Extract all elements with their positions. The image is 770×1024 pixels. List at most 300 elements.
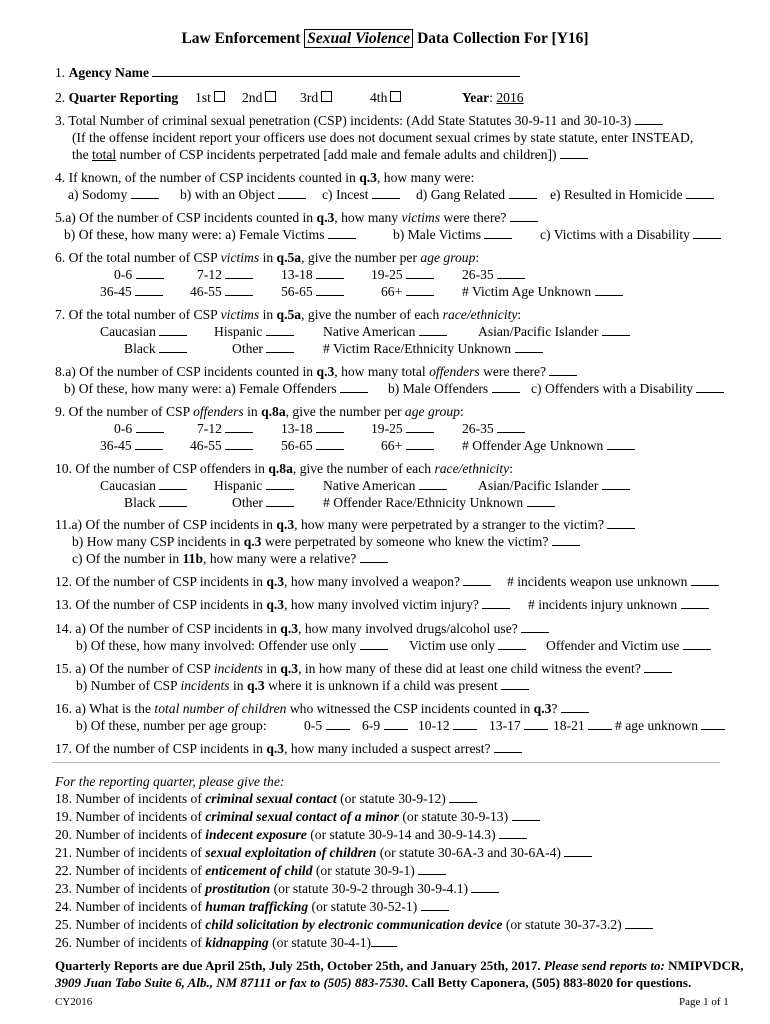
q12-unknown-field[interactable] [691,573,719,586]
item-statute: (or statute 30-9-12) [340,791,446,806]
q8-text-b: , how many total [334,364,426,379]
age-label: 6-9 [362,718,381,733]
q11-line1 [55,516,635,533]
q9-text: 9. Of the number of CSP [55,404,190,419]
q10-caucasian [100,477,187,494]
age-field[interactable] [524,717,548,730]
title-prefix: Law Enforcement [181,30,301,47]
q4-d [416,186,537,203]
q3-text-2: (If the offense incident report your officers use does not document sexual crimes by state statute, enter INSTEAD, [72,130,694,145]
age-field[interactable] [225,437,253,450]
race-field[interactable] [266,477,294,490]
q13-field[interactable] [482,596,510,609]
race-label: # Offender Race/Ethnicity Unknown [323,495,524,510]
q8-disability [531,380,724,397]
q5-disability-label: c) Victims with a Disability [540,227,690,242]
checkbox[interactable] [265,91,276,102]
q4-incest-label: c) Incest [322,187,369,202]
item-25 [55,916,653,933]
footer-contact: . Call Betty Caponera, (505) 883-8020 for questions. [404,975,692,990]
q8-disability-field[interactable] [696,380,724,393]
race-field[interactable] [515,340,543,353]
q7-other [232,340,294,357]
age-field[interactable] [497,266,525,279]
q14-victim [409,637,526,654]
q4-object-field[interactable] [278,186,306,199]
race-label: # Victim Race/Ethnicity Unknown [323,341,512,356]
q11c-text: c) Of the number in [72,551,180,566]
race-label: Black [124,341,156,356]
q9-age-56-65 [281,437,344,454]
race-field[interactable] [159,340,187,353]
age-field[interactable] [225,420,253,433]
q7-ref: q.5a [276,307,302,322]
quarter-3rd[interactable] [300,89,332,106]
q9-text-c: , give the number per [285,404,402,419]
q7-race: race/ethnicity [442,307,518,322]
q10-ref: q.8a [268,461,293,476]
q14-text-b: , how many involved drugs/alcohol use? [298,621,518,636]
q5-disability-field[interactable] [693,226,721,239]
q9-offenders: offenders [193,404,244,419]
race-field[interactable] [602,323,630,336]
quarter-3rd-label: 3rd [300,90,319,105]
q5-text-c: were there? [443,210,507,225]
q1-row [55,64,520,81]
quarter-1st[interactable] [195,89,225,106]
item-field[interactable] [421,898,449,911]
quarter-4th[interactable] [370,89,401,106]
footer-line1 [55,957,744,974]
q3-text-3a: the [72,147,89,162]
item-field[interactable] [564,844,592,857]
q3-line3 [72,146,588,163]
age-field[interactable] [701,717,725,730]
q3-field[interactable] [635,112,663,125]
q4-text-b: , how many were: [376,170,475,185]
q14-offender-label: b) Of these, how many involved: Offender use only [76,638,357,653]
q5-male-field[interactable] [484,226,512,239]
age-field[interactable] [136,266,164,279]
item-26 [55,934,397,951]
title-boxed-term: Sexual Violence [304,29,413,48]
q4-homicide-field[interactable] [686,186,714,199]
age-label: 36-45 [100,284,132,299]
q3-alt-field[interactable] [560,146,588,159]
q9-age-13-18 [281,420,344,437]
q2-row [55,89,178,106]
q6-age-0-6 [114,266,164,283]
q8-ref: q.3 [316,364,335,379]
q7-victims: victims [220,307,260,322]
q4-a [68,186,159,203]
item-label: 19. Number of incidents of [55,809,202,824]
q4-c [322,186,400,203]
race-field[interactable] [266,323,294,336]
q8-female-field[interactable] [340,380,368,393]
q11c-field[interactable] [360,550,388,563]
q9-in: in [247,404,258,419]
q9-age-0-6 [114,420,164,437]
q4-e [550,186,714,203]
q10-other [232,494,294,511]
q4-object-label: b) with an Object [180,187,275,202]
q14-text: 14. a) Of the number of CSP incidents in [55,621,277,636]
race-field[interactable] [266,340,294,353]
item-label: 25. Number of incidents of [55,917,202,932]
q16a-field[interactable] [561,700,589,713]
q15b-incidents: incidents [180,678,230,693]
q11b-text: b) How many CSP incidents in [72,534,241,549]
age-label: # Victim Age Unknown [462,284,592,299]
q10-native-american [323,477,447,494]
race-label: Asian/Pacific Islander [478,478,599,493]
item-statute: (or statute 30-4-1) [272,935,372,950]
item-field[interactable] [418,862,446,875]
age-field[interactable] [316,420,344,433]
q11c-text-b: , how many were a relative? [203,551,357,566]
item-label: 24. Number of incidents of [55,899,202,914]
race-label: Asian/Pacific Islander [478,324,599,339]
q11b-text-b: were perpetrated by someone who knew the victim? [264,534,549,549]
race-label: Hispanic [214,324,263,339]
q5-line1 [55,209,538,226]
age-field[interactable] [316,283,344,296]
q14-both-field[interactable] [683,637,711,650]
quarter-4th-label: 4th [370,90,388,105]
q8-total-field[interactable] [549,363,577,376]
q10-race: race/ethnicity [434,461,510,476]
age-label: 19-25 [371,421,403,436]
age-field[interactable] [595,283,623,296]
age-label: 46-55 [190,438,222,453]
q15b-text-c: where it is unknown if a child was present [268,678,498,693]
q5-female-label: b) Of these, how many were: a) Female Victims [64,227,325,242]
q10-asian [478,477,630,494]
race-label: Caucasian [100,324,156,339]
race-label: Native American [323,324,416,339]
q17-ref: q.3 [266,741,285,756]
q7-text-c: , give the number of each [301,307,440,322]
age-field[interactable] [326,717,350,730]
q8-male [388,380,520,397]
q17-text-b: , how many included a suspect arrest? [284,741,491,756]
q8-male-field[interactable] [492,380,520,393]
q4-ref: q.3 [359,170,377,185]
q14-offender-field[interactable] [360,637,388,650]
q11a-field[interactable] [607,516,635,529]
q6-age-36-45 [100,283,163,300]
q6-text-c: , give the number per [301,250,417,265]
quarter-1st-label: 1st [195,90,211,105]
item-22 [55,862,446,879]
age-label: 13-18 [281,267,313,282]
q9-age-36-45 [100,437,163,454]
q6-ref: q.5a [276,250,302,265]
q3-text: 3. Total Number of criminal sexual penetration (CSP) incidents: (Add State Statutes 30-9-11 and 30-10-3) [55,113,632,128]
race-field[interactable] [602,477,630,490]
q13-text-b: , how many involved victim injury? [284,597,479,612]
q7-black [124,340,187,357]
age-field[interactable] [406,437,434,450]
item-term: prostitution [205,881,271,896]
q17-text: 17. Of the number of CSP incidents in [55,741,263,756]
q3-text-3b: number of CSP incidents perpetrated [add male and female adults and children]) [119,147,557,162]
q16-age-0-5 [304,717,350,734]
q9-age-19-25 [371,420,434,437]
q16-ref: q.3 [533,701,552,716]
q11-text-b: , how many were perpetrated by a stranger to the victim? [294,517,605,532]
age-label: 36-45 [100,438,132,453]
q16-line1: 16. a) What is the total number of children who witnessed the CSP incidents counted in q.3? [55,700,589,717]
age-field[interactable] [136,420,164,433]
q9-age-46-55 [190,437,253,454]
race-field[interactable] [419,477,447,490]
race-label: Caucasian [100,478,156,493]
race-label: Other [232,341,263,356]
q16-text: 16. a) What is the [55,701,152,716]
q8-offenders: offenders [429,364,480,379]
q8-text-c: were there? [483,364,547,379]
q12-line [55,573,491,590]
age-field[interactable] [406,266,434,279]
q15b-in: in [232,678,244,693]
agency-name-label: Agency Name [68,65,150,80]
q17-line [55,740,522,757]
q16-age-unknown [615,717,725,734]
q5-disability [540,226,721,243]
race-field[interactable] [419,323,447,336]
q7-asian [478,323,630,340]
age-label: 19-25 [371,267,403,282]
item-field[interactable] [625,916,653,929]
year-label: Year [462,90,490,105]
q9-age-26-35 [462,420,525,437]
q6-age-66 [381,283,434,300]
item-term: child solicitation by electronic communication device [205,917,503,932]
q14-victim-field[interactable] [498,637,526,650]
q3-line2 [72,129,693,146]
q6-victims: victims [220,250,260,265]
age-field[interactable] [384,717,408,730]
item-field[interactable] [512,808,540,821]
item-statute: (or statute 30-6A-3 and 30-6A-4) [379,845,561,860]
agency-name-field[interactable] [152,64,520,77]
q4-b [180,186,306,203]
q15-line1 [55,660,672,677]
q14-victim-label: Victim use only [409,638,496,653]
q12-ref: q.3 [266,574,285,589]
q15b-field[interactable] [501,677,529,690]
age-field[interactable] [135,283,163,296]
checkbox[interactable] [390,91,401,102]
q7-unknown [323,340,543,357]
section-divider [52,762,720,763]
page-number: Page 1 of 1 [679,996,729,1008]
age-field[interactable] [588,717,612,730]
age-field[interactable] [406,283,434,296]
age-label: # age unknown [615,718,699,733]
age-label: 66+ [381,284,403,299]
q13-unknown-field[interactable] [681,596,709,609]
item-term: indecent exposure [205,827,307,842]
q15a-field[interactable] [644,660,672,673]
age-field[interactable] [406,420,434,433]
q11-line2 [72,533,580,550]
q7-hispanic [214,323,294,340]
age-field[interactable] [316,266,344,279]
q12-unknown-label: # incidents weapon use unknown [507,574,688,589]
q5-line2 [64,226,356,243]
q6-age-19-25 [371,266,434,283]
year-field: Year: 2016 [462,90,524,105]
q17-field[interactable] [494,740,522,753]
q14-both [546,637,711,654]
q5-male [393,226,512,243]
race-field[interactable] [527,494,555,507]
item-statute: (or statute 30-37-3.2) [505,917,622,932]
age-label: 26-35 [462,267,494,282]
item-field[interactable] [471,880,499,893]
q15-text: 15. a) Of the number of CSP [55,661,211,676]
race-field[interactable] [159,477,187,490]
q5-female-field[interactable] [328,226,356,239]
year-value[interactable]: 2016 [496,90,524,105]
item-label: 26. Number of incidents of [55,935,202,950]
q5-victims: victims [401,210,441,225]
item-21 [55,844,592,861]
q16-line2 [76,717,267,734]
age-field[interactable] [497,420,525,433]
q6-age-46-55 [190,283,253,300]
item-term: criminal sexual contact of a minor [205,809,399,824]
q8-male-label: b) Male Offenders [388,381,489,396]
q13-unknown-label: # incidents injury unknown [528,597,678,612]
q2-number: 2. [55,90,66,105]
title-suffix: Data Collection For [Y16] [417,30,589,47]
q7-in: in [262,307,274,322]
age-field[interactable] [225,283,253,296]
checkbox[interactable] [321,91,332,102]
q9-age-66 [381,437,434,454]
age-label: 66+ [381,438,403,453]
age-label: 0-6 [114,267,133,282]
q15-ref: q.3 [280,661,299,676]
footer-address: 3909 Juan Tabo Suite 6, Alb., NM 87111 or fax to (505) 883-7530 [55,975,405,990]
quarter-2nd[interactable] [242,89,276,106]
age-field[interactable] [316,437,344,450]
q8-line1 [55,363,577,380]
race-field[interactable] [266,494,294,507]
q13-text: 13. Of the number of CSP incidents in [55,597,263,612]
q10-line1: 10. Of the number of CSP offenders in q.8a, give the number of each race/ethnicity: [55,461,513,476]
q5-total-field[interactable] [510,209,538,222]
checkbox[interactable] [214,91,225,102]
q4-text: 4. If known, of the number of CSP incidents counted in [55,170,356,185]
age-field[interactable] [607,437,635,450]
item-label: 22. Number of incidents of [55,863,202,878]
item-field[interactable] [371,934,397,947]
q11b-ref: q.3 [243,534,262,549]
item-term: enticement of child [205,863,313,878]
q11-ref: q.3 [276,517,295,532]
item-term: criminal sexual contact [205,791,337,806]
q12-text: 12. Of the number of CSP incidents in [55,574,263,589]
age-label: 7-12 [197,421,222,436]
item-field[interactable] [449,790,477,803]
q11-line3 [72,550,388,567]
footer-send-to: Please send reports to: [543,958,665,973]
item-19 [55,808,540,825]
age-field[interactable] [453,717,477,730]
q4-sodomy-label: a) Sodomy [68,187,128,202]
q16-text-b: who witnessed the CSP incidents counted in [289,701,531,716]
q12-field[interactable] [463,573,491,586]
q8-disability-label: c) Offenders with a Disability [531,381,694,396]
q15b-ref: q.3 [246,678,265,693]
q9-age-group: age group [404,404,460,419]
race-field[interactable] [159,494,187,507]
q14-line2 [76,637,388,654]
q4-gang-field[interactable] [509,186,537,199]
age-label: 0-6 [114,421,133,436]
q14-both-label: Offender and Victim use [546,638,680,653]
race-label: Other [232,495,263,510]
q7-caucasian [100,323,187,340]
q4-sodomy-field[interactable] [131,186,159,199]
q10-text-c: , give the number of each [292,461,432,476]
q16-age-13-17 [489,717,548,734]
q11b-field[interactable] [552,533,580,546]
footer-due-dates: Quarterly Reports are due April 25th, July 25th, October 25th, and January 25th, 2017. [55,958,541,973]
race-field[interactable] [159,323,187,336]
q7-text: 7. Of the total number of CSP [55,307,218,322]
age-label: 56-65 [281,284,313,299]
q10-text: 10. Of the number of CSP offenders in [55,461,265,476]
q14a-field[interactable] [521,620,549,633]
q12-unknown [507,573,719,590]
age-label: 26-35 [462,421,494,436]
age-field[interactable] [135,437,163,450]
age-label: 13-17 [489,718,521,733]
q13-unknown [528,596,709,613]
q6-text: 6. Of the total number of CSP [55,250,218,265]
q9-age-unknown [462,437,635,454]
q16-age-10-12 [418,717,477,734]
q5-ref: q.3 [316,210,335,225]
item-18 [55,790,477,807]
q15b-text: b) Number of CSP [76,678,178,693]
item-23 [55,880,499,897]
age-label: 7-12 [197,267,222,282]
q12-text-b: , how many involved a weapon? [284,574,461,589]
q16-age-6-9 [362,717,408,734]
age-label: 13-18 [281,421,313,436]
age-label: 46-55 [190,284,222,299]
q15-incidents: incidents [213,661,263,676]
race-label: Hispanic [214,478,263,493]
item-field[interactable] [499,826,527,839]
q10-hispanic [214,477,294,494]
item-24 [55,898,449,915]
q3-line1 [55,112,663,129]
q16b-text: b) Of these, number per age group: [76,718,267,733]
q8-line2 [64,380,368,397]
item-statute: (or statute 30-9-1) [315,863,415,878]
q4-incest-field[interactable] [372,186,400,199]
q14-ref: q.3 [280,621,299,636]
age-field[interactable] [225,266,253,279]
